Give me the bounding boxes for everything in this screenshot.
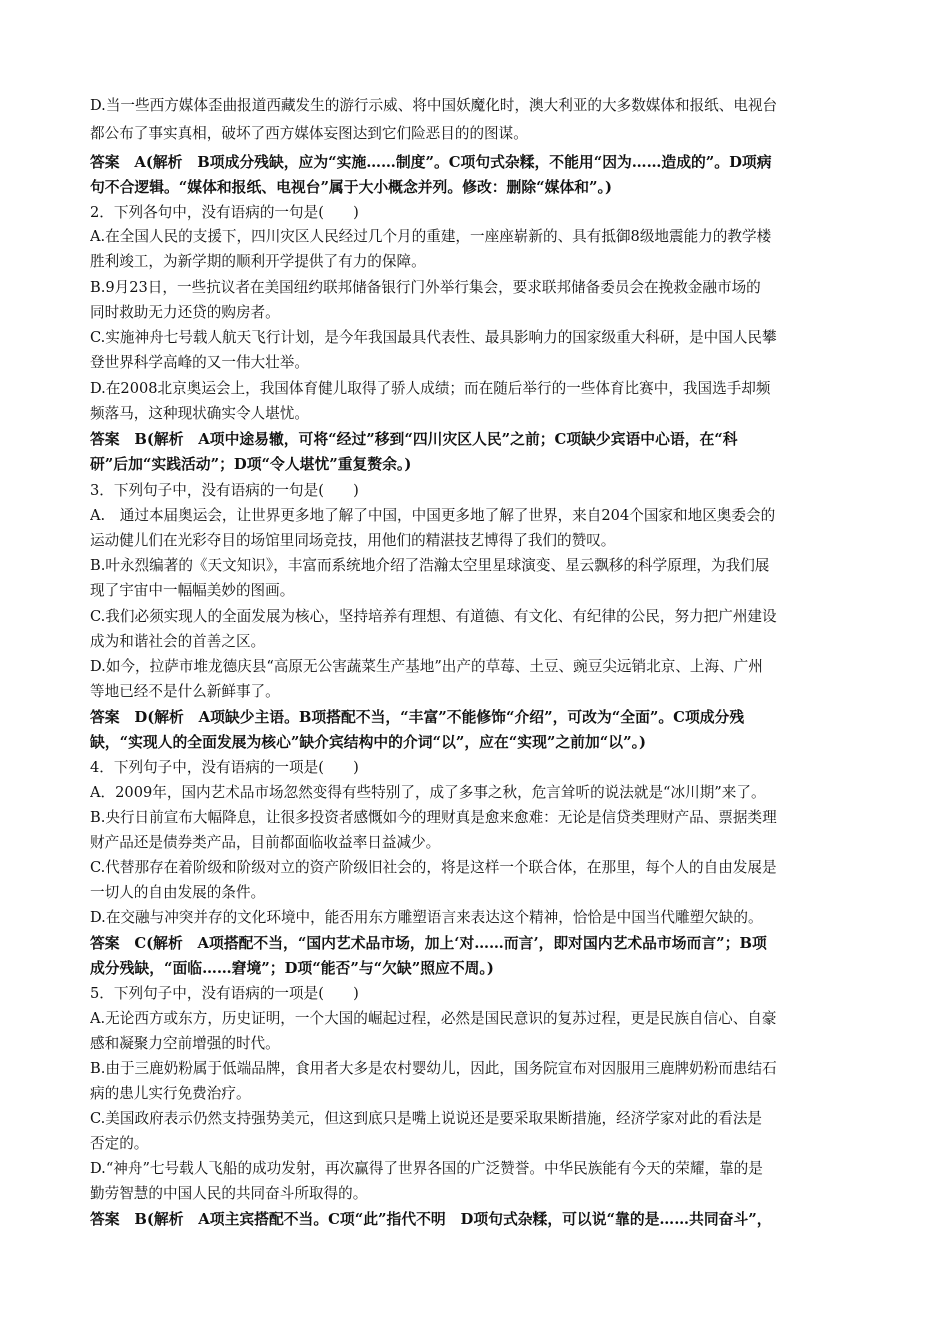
answer-line: 研”后加“实践活动”；D项“令人堪忧”重复赘余。)	[90, 456, 412, 473]
question-title: 4．下列句子中，没有语病的一项是( )	[90, 759, 359, 776]
option-line: B.由于三鹿奶粉属于低端品牌，食用者大多是农村婴幼儿，因此，国务院宣布对因服用三鹿牌奶粉而患结石	[90, 1060, 777, 1077]
option-line: 登世界科学高峰的又一伟大壮举。	[90, 354, 309, 371]
option-line: B.9月23日，一些抗议者在美国纽约联邦储备银行门外举行集会，要求联邦储备委员会在挽救金融市场的	[90, 279, 761, 296]
question-title: 5．下列句子中，没有语病的一项是( )	[90, 985, 359, 1002]
option-line: C.我们必须实现人的全面发展为核心，坚持培养有理想、有道德、有文化、有纪律的公民，努力把广州建设	[90, 608, 777, 625]
option-line: D.在交融与冲突并存的文化环境中，能否用东方雕塑语言来表达这个精神，恰恰是中国当代雕塑欠缺的。	[90, 909, 763, 926]
option-line: 一切人的自由发展的条件。	[90, 884, 266, 901]
option-line: 病的患儿实行免费治疗。	[90, 1085, 251, 1102]
option-line: 勤劳智慧的中国人民的共同奋斗所取得的。	[90, 1185, 368, 1202]
option-line: 频落马，这种现状确实令人堪忧。	[90, 405, 309, 422]
option-line: A. 通过本届奥运会，让世界更多地了解了中国，中国更多地了解了世界，来自204个国家和地区奥委会的	[90, 507, 776, 524]
answer-line: 答案 A(解析 B项成分残缺，应为“实施……制度”。C项句式杂糅，不能用“因为……造成的”。D项病	[90, 154, 772, 171]
text-line: 都公布了事实真相，破坏了西方媒体妄图达到它们险恶目的的图谋。	[90, 125, 528, 142]
option-line: A．2009年，国内艺术品市场忽然变得有些特别了，成了多事之秋，危言耸听的说法就是“冰川期”来了。	[90, 784, 766, 801]
option-line: C.实施神舟七号载人航天飞行计划，是今年我国最具代表性、最具影响力的国家级重大科研，是中国人民攀	[90, 329, 777, 346]
option-line: 运动健儿们在光彩夺目的场馆里同场竞技，用他们的精湛技艺博得了我们的赞叹。	[90, 532, 616, 549]
option-line: D.如今，拉萨市堆龙德庆县“高原无公害蔬菜生产基地”出产的草莓、土豆、豌豆尖远销北京、上海、广州	[90, 658, 763, 675]
option-line: C.代替那存在着阶级和阶级对立的资产阶级旧社会的，将是这样一个联合体，在那里，每个人的自由发展是	[90, 859, 777, 876]
option-line: 成为和谐社会的首善之区。	[90, 633, 266, 650]
option-line: D.“神舟”七号载人飞船的成功发射，再次赢得了世界各国的广泛赞誉。中华民族能有今天的荣耀，靠的是	[90, 1160, 763, 1177]
option-line: D.在2008北京奥运会上，我国体育健儿取得了骄人成绩；而在随后举行的一些体育比赛中，我国选手却频	[90, 380, 771, 397]
option-line: C.美国政府表示仍然支持强势美元，但这到底只是嘴上说说还是要采取果断措施，经济学家对此的看法是	[90, 1110, 763, 1127]
option-line: 胜利竣工，为新学期的顺利开学提供了有力的保障。	[90, 253, 426, 270]
answer-line: 答案 B(解析 A项中途易辙，可将“经过”移到“四川灾区人民”之前；C项缺少宾语中心语，在“科	[90, 431, 738, 448]
question-title: 2．下列各句中，没有语病的一句是( )	[90, 204, 359, 221]
answer-line: 成分残缺，“面临……窘境”；D项“能否”与“欠缺”照应不周。)	[90, 960, 494, 977]
option-line: 感和凝聚力空前增强的时代。	[90, 1035, 280, 1052]
answer-line: 答案 C(解析 A项搭配不当，“国内艺术品市场，加上‘对……而言’，即对国内艺术品市场而言”；B项	[90, 935, 767, 952]
question-title: 3．下列句子中，没有语病的一句是( )	[90, 482, 359, 499]
option-line: 否定的。	[90, 1135, 149, 1152]
option-line: B.叶永烈编著的《天文知识》，丰富而系统地介绍了浩瀚太空里星球演变、星云飘移的科学原理，为我们展	[90, 557, 770, 574]
text-line: D.当一些西方媒体歪曲报道西藏发生的游行示威、将中国妖魔化时，澳大利亚的大多数媒体和报纸、电视台	[90, 97, 778, 114]
option-line: 现了宇宙中一幅幅美妙的图画。	[90, 582, 295, 599]
option-line: B.央行日前宣布大幅降息，让很多投资者感慨如今的理财真是愈来愈难：无论是信贷类理财产品、票据类理	[90, 809, 777, 826]
option-line: 财产品还是债券类产品，目前都面临收益率日益减少。	[90, 834, 441, 851]
option-line: 同时救助无力还贷的购房者。	[90, 304, 280, 321]
answer-line: 句不合逻辑。“媒体和报纸、电视台”属于大小概念并列。修改：删除“媒体和”。)	[90, 179, 612, 196]
option-line: A.无论西方或东方，历史证明，一个大国的崛起过程，必然是国民意识的复苏过程，更是民族自信心、自豪	[90, 1010, 777, 1027]
answer-line: 答案 B(解析 A项主宾搭配不当。C项“此”指代不明 D项句式杂糅，可以说“靠的是……共同奋斗”，	[90, 1211, 772, 1228]
answer-line: 答案 D(解析 A项缺少主语。B项搭配不当，“丰富”不能修饰“介绍”，可改为“全面”。C项成分残	[90, 709, 745, 726]
option-line: A.在全国人民的支援下，四川灾区人民经过几个月的重建，一座座崭新的、具有抵御8级地震能力的教学楼	[90, 228, 772, 245]
answer-line: 缺，“实现人的全面发展为核心”缺介宾结构中的介词“以”，应在“实现”之前加“以”。)	[90, 734, 646, 751]
option-line: 等地已经不是什么新鲜事了。	[90, 683, 280, 700]
